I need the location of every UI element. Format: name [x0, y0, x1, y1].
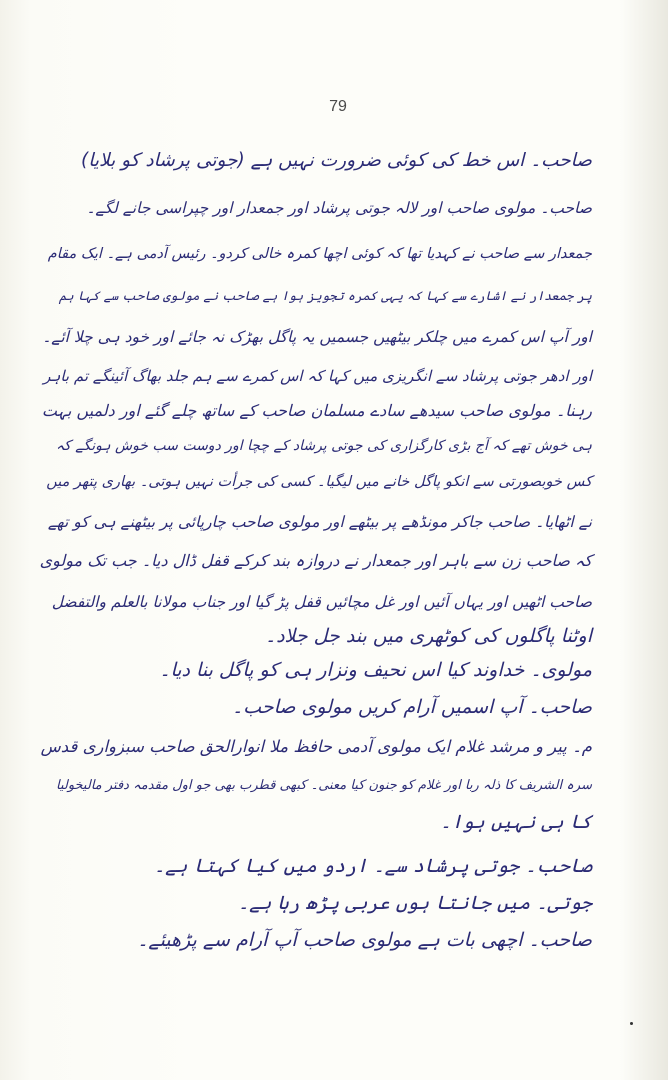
text-line: سرہ الشریف کا ذلہ ربا اور غلام کو جنون کیا معنی۔ کبھی قطرب بھی جو اول مقدمہ دفتر مالیخولیا: [55, 778, 592, 793]
text-line: مولوی۔ خداوند کیا اس نحیف ونزار ہی کو پاگل بنا دیا۔: [159, 659, 592, 681]
text-line: صاحب۔ اس خط کی کوئی ضرورت نہیں ہے (جوتی پرشاد کو بلایا): [81, 150, 592, 171]
text-line: جوتی۔ میں جانتا ہوں عربی پڑھ رہا ہے۔: [238, 892, 592, 914]
text-line: اور ادھر جوتی پرشاد سے انگریزی میں کہا کہ اس کمرے سے ہم جلد بھاگ آئینگے تم باہر: [43, 367, 592, 385]
text-line: صاحب اٹھیں اور یہاں آئیں اور غل مچائیں قفل پڑ گیا اور جناب مولانا بالعلم والتفضل: [51, 593, 592, 611]
ink-speck: [630, 1022, 633, 1025]
text-line: کا ہی نہیں ہوا۔: [440, 811, 592, 833]
text-line: جمعدار سے صاحب نے کہدیا تھا کہ کوئی اچھا کمرہ خالی کردو۔ رئیس آدمی ہے۔ ایک مقام: [47, 246, 592, 262]
text-line: صاحب۔ آپ اسمیں آرام کریں مولوی صاحب۔: [232, 696, 592, 718]
text-line: اوٹنا پاگلوں کی کوٹھری میں بند جل جلاد۔: [264, 625, 592, 647]
text-line: کس خوبصورتی سے انکو پاگل خانے میں لیگیا۔ کسی کی جرأت نہیں ہوتی۔ بھاری پتھر میں: [46, 474, 592, 490]
text-line: صاحب۔ اچھی بات ہے مولوی صاحب آپ آرام سے پڑھیئے۔: [137, 929, 592, 951]
text-line: نے اٹھایا۔ صاحب جاکر مونڈھے پر بیٹھے اور مولوی صاحب چارپائی پر بیٹھنے ہی کو تھے: [47, 513, 592, 531]
text-line: کہ صاحب زن سے باہر اور جمعدار نے دروازہ بند کرکے قفل ڈال دیا۔ جب تک مولوی: [39, 551, 592, 570]
text-line: پر جمعدار نے اشارے سے کہا کہ یہی کمرہ تجویز ہوا ہے صاحب نے مولوی صاحب سے کہا ہم: [59, 288, 592, 303]
text-line: م۔ پیر و مرشد غلام ایک مولوی آدمی حافظ ملا انوارالحق صاحب سبزواری قدس: [40, 737, 592, 756]
page-number: 79: [329, 98, 347, 115]
text-line: اور آپ اس کمرے میں چلکر بیٹھیں جسمیں یہ پاگل بھڑک نہ جائے اور خود ہی چلا آئے۔: [42, 328, 592, 346]
text-line: رہنا۔ مولوی صاحب سیدھے سادے مسلمان صاحب کے ساتھ چلے گئے اور دلمیں بہت: [41, 401, 592, 420]
text-line: صاحب۔ جوتی پرشاد سے۔ اردو میں کیا کہتا ہے۔: [154, 855, 592, 877]
text-line: صاحب۔ مولوی صاحب اور لالہ جوتی پرشاد اور جمعدار اور چپراسی جانے لگے۔: [86, 199, 592, 217]
text-line: ہی خوش تھے کہ آج بڑی کارگزاری کی جوتی پرشاد کے چچا اور دوست سب خوش ہونگے کہ: [55, 438, 592, 454]
